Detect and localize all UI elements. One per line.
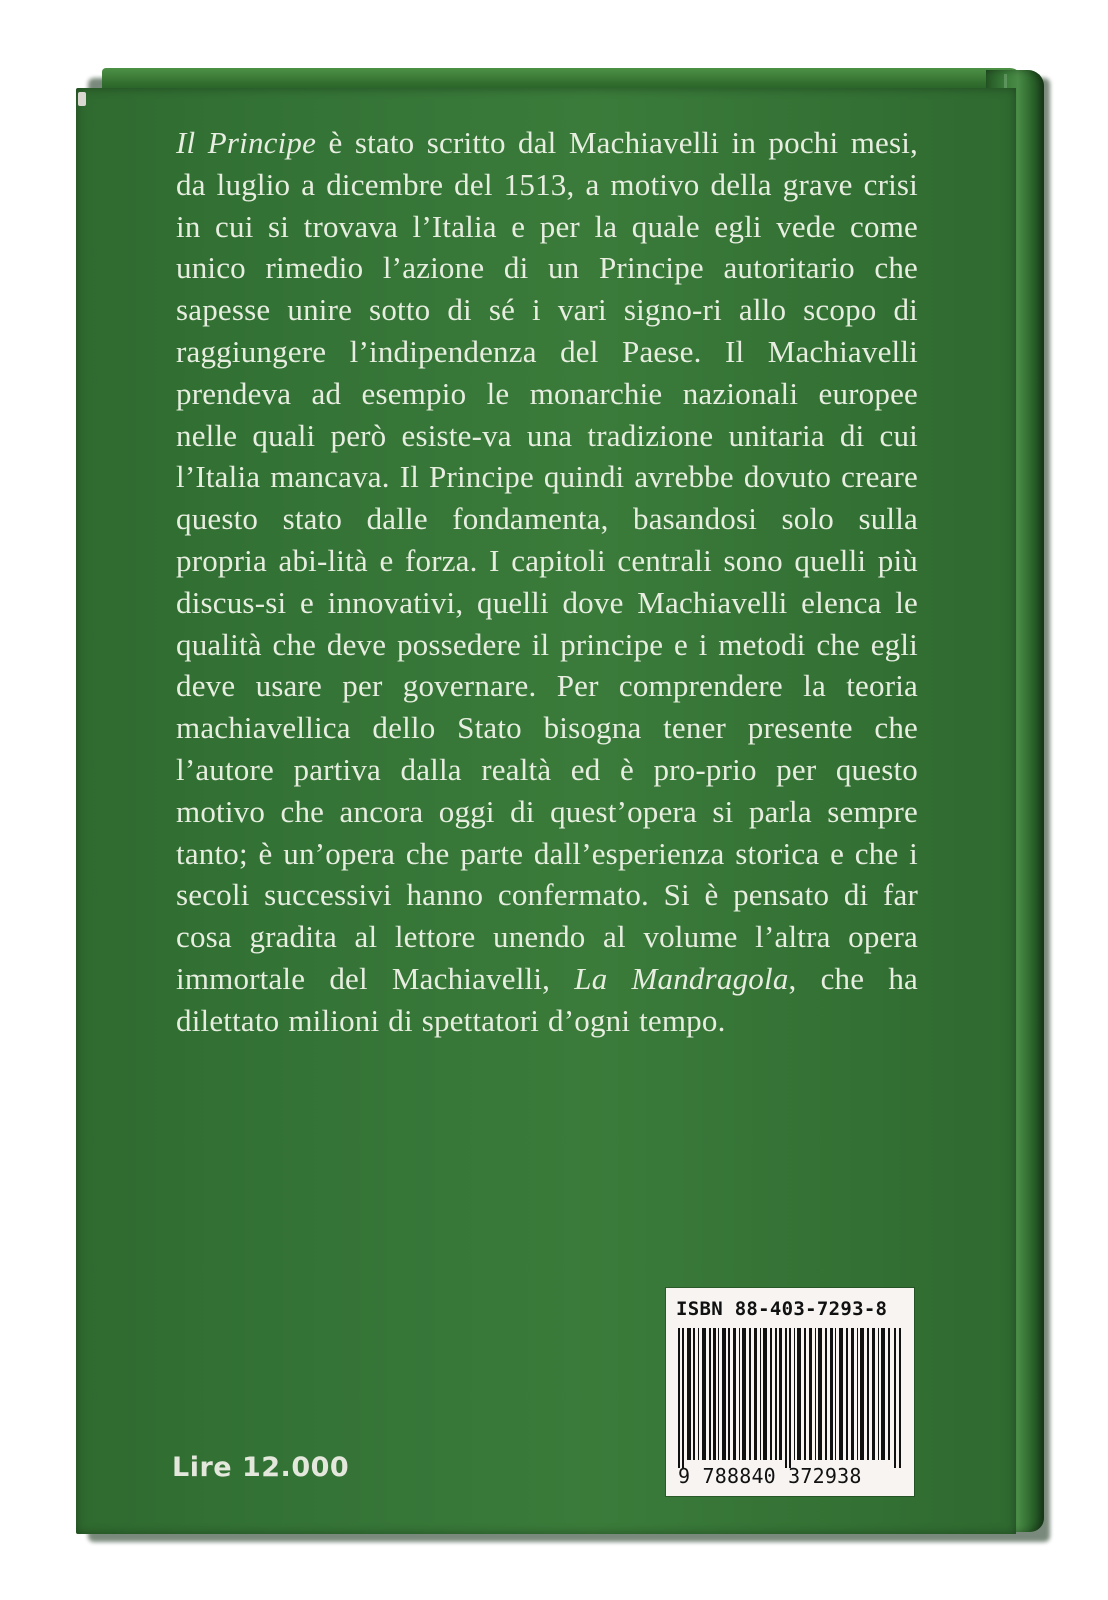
isbn-number: ISBN 88-403-7293-8 [676, 1298, 888, 1320]
isbn-barcode-label [666, 1288, 914, 1496]
barcode-digits: 9 788840 372938 [678, 1464, 862, 1488]
corner-wear-mark [78, 92, 86, 106]
cover-description [176, 122, 918, 1042]
barcode [678, 1328, 904, 1468]
description-text-part-2: , che ha dilettato milioni di spettatori d’ogni tempo. [176, 960, 918, 1038]
title-il-principe: Il Principe [176, 125, 317, 160]
description-text-part-1: è stato scritto dal Machiavelli in pochi mesi, da luglio a dicembre del 1513, a motivo della grave crisi in cui si trovava l’Italia e per la quale egli vede come unico rimedio l’azione di un Principe autoritario che sapesse unire sotto di sé i vari signo-ri allo scopo di raggiungere l’indipendenza del Paese. Il Machiavelli prendeva ad esempio le monarchie nazionali europee nelle quali però esiste-va una tradizione unitaria di cui l’Italia mancava. Il Principe quindi avrebbe dovuto creare questo stato dalle fondamenta, basandosi solo sulla propria abi-lità e forza. I capitoli centrali sono quelli più discus-si e innovativi, quelli dove Machiavelli elenca le qualità che deve possedere il principe e i metodi che egli deve usare per governare. Per comprendere la teoria machiavellica dello Stato bisogna tener presente che l’autore partiva dalla realtà ed è pro-prio per questo motivo che ancora oggi di quest’opera si parla sempre tanto; è un’opera che parte dall’esperienza storica e che i secoli successivi hanno confermato. Si è pensato di far cosa gradita al lettore unendo al volume l’altra opera immortale del Machiavelli, [176, 125, 918, 996]
price-label: Lire 12.000 [172, 1452, 350, 1483]
title-la-mandragola: La Mandragola [574, 960, 789, 996]
